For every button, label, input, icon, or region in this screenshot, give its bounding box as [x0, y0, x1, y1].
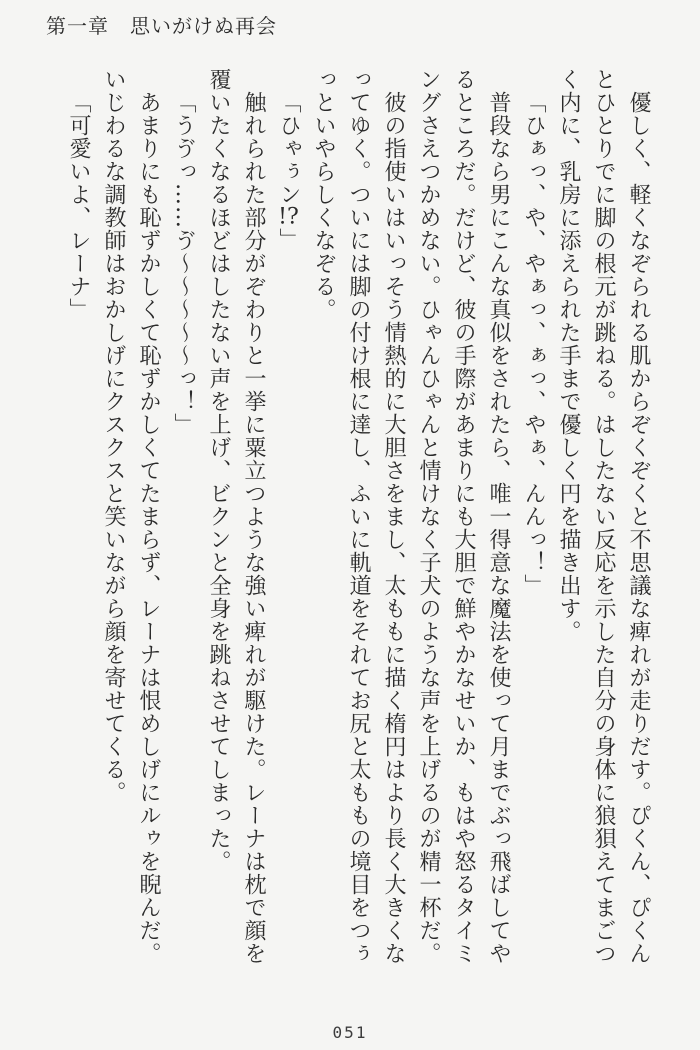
dialogue-close-bracket: 」: [276, 228, 301, 251]
paragraph-dialogue: 「可愛いよ、レーナ」: [66, 91, 91, 321]
paragraph-dialogue: 「ひぁっ、や、やぁっ、ぁっ、やぁ、んんっ！」: [521, 91, 546, 597]
paragraph-narration: 彼の指使いはいっそう情熱的に大胆さをまし、太ももに描く楕円はより長く大きくなってゆく。ついには脚の付け根に達し、ふいに軌道をそれてお尻と太ももの境目をつぅっといやらしくなぞる。: [311, 68, 406, 965]
paragraph-narration: 触れられた部分がぞわりと一挙に粟立つような強い痺れが駆けた。レーナは枕で顔を覆いたくなるほどはしたない声を上げ、ビクンと全身を跳ねさせてしまった。: [206, 68, 266, 965]
body-text: [58, 68, 656, 986]
dialogue-text: 「ひゃぅン: [276, 91, 301, 206]
paragraph-narration: 優しく、軽くなぞられる肌からぞくぞくと不思議な痺れが走りだす。ぴくん、ぴくんとひとりでに脚の根元が跳ねる。はしたない反応を示した自分の身体に狼狽えてまごつく内に、乳房に添えられた手まで優しく円を描き出す。: [556, 68, 651, 965]
page-number: 051: [332, 1023, 368, 1042]
paragraph-narration: 普段なら男にこんな真似をされたら、唯一得意な魔法を使って月までぶっ飛ばしてやるところだ。だけど、彼の手際があまりにも大胆で鮮やかなせいか、もはや怒るタイミングさえつかめない。ひゃんひゃんと情けなく子犬のような声を上げるのが精一杯だ。: [416, 68, 511, 965]
paragraph-narration: あまりにも恥ずかしくて恥ずかしくてたまらず、レーナは恨めしげにルゥを睨んだ。いじわるな調教師はおかしげにクスクスと笑いながら顔を寄せてくる。: [101, 68, 161, 965]
tate-chu-yoko-exclamation: !?: [278, 206, 299, 228]
paragraph-dialogue: [271, 68, 306, 986]
chapter-heading: 第一章 思いがけぬ再会: [46, 14, 277, 38]
paragraph-dialogue: 「うゔっ……ゔ～～～～～っ！」: [171, 91, 196, 436]
